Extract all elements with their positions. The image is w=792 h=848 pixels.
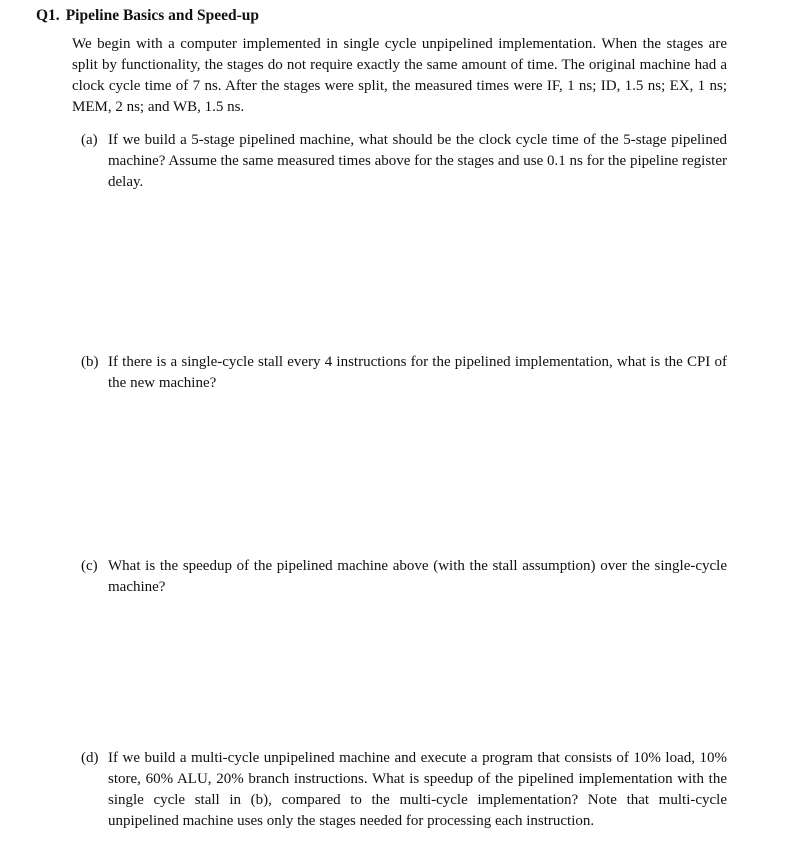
part-c-label: (c) [81, 558, 98, 574]
question-intro: We begin with a computer implemented in single cycle unpipelined implementation. When the stages are split by functionality, the stages do not require exactly the same amount of time. The original machine had a clock cycle time of 7 ns. After the stages were split, the measured times were IF, 1 ns; ID, 1.5 ns; EX, 1 ns; MEM, 2 ns; and WB, 1.5 ns. [72, 36, 727, 115]
question-part-d [81, 748, 727, 832]
question-part-a [81, 130, 727, 193]
part-c-text: What is the speedup of the pipelined machine above (with the stall assumption) over the single-cycle machine? [108, 558, 727, 595]
question-part-b [81, 352, 727, 394]
part-a-text: If we build a 5-stage pipelined machine, what should be the clock cycle time of the 5-stage pipelined machine? Assume the same measured times above for the stages and use 0.1 ns for the pipeline register delay. [108, 132, 727, 190]
part-b-label: (b) [81, 354, 99, 370]
question-part-c [81, 556, 727, 598]
part-d-text: If we build a multi-cycle unpipelined machine and execute a program that consists of 10% load, 10% store, 60% ALU, 20% branch instructions. What is speedup of the pipelined implementation with the single cycle stall in (b), compared to the multi-cycle implementation? Note that multi-cycle unpipelined machine uses only the stages needed for processing each instruction. [108, 750, 727, 829]
part-b-text: If there is a single-cycle stall every 4 instructions for the pipelined implementation, what is the CPI of the new machine? [108, 354, 727, 391]
question-heading [36, 6, 259, 26]
question-number: Q1. [36, 7, 60, 24]
part-a-label: (a) [81, 132, 98, 148]
part-d-label: (d) [81, 750, 99, 766]
question-title: Pipeline Basics and Speed-up [65, 7, 260, 24]
